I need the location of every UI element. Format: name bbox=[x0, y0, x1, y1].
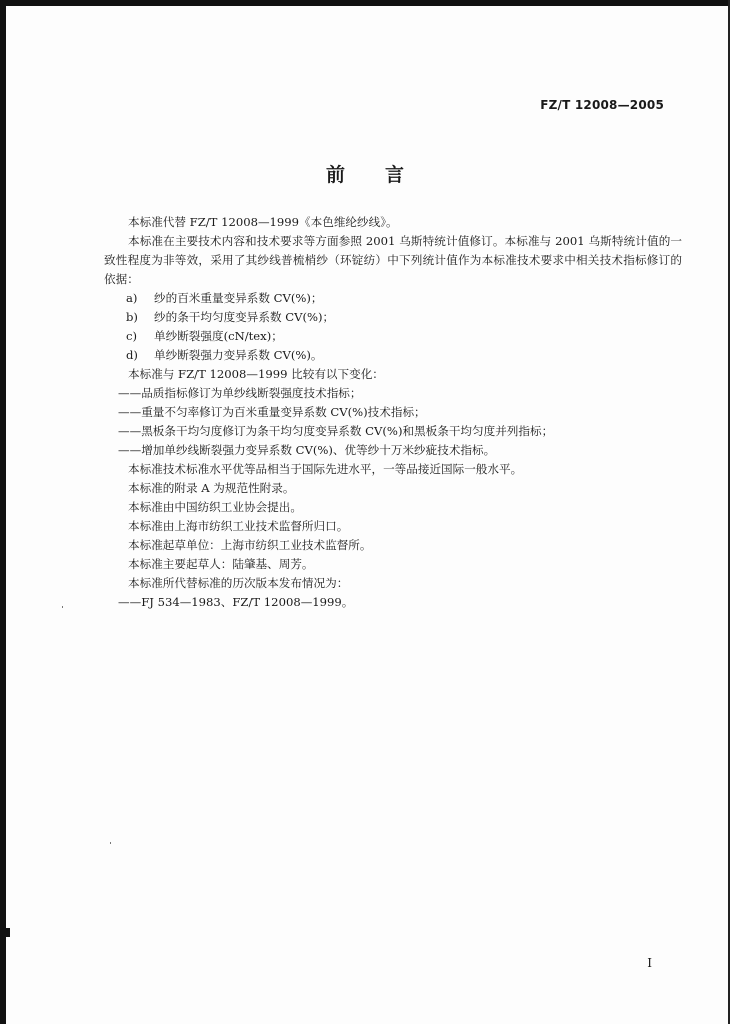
scan-speck bbox=[110, 842, 111, 844]
paragraph-reference: 本标准在主要技术内容和技术要求等方面参照 2001 乌斯特统计值修订。本标准与 2001 乌斯特统计值的一致性程度为非等效，采用了其纱线普梳梢纱（环锭纺）中下列统计值作为本标准技术要求中相关技术指标修订的依据： bbox=[104, 234, 682, 286]
paragraph-drafting-unit: 本标准起草单位：上海市纺织工业技术监督所。 bbox=[128, 538, 372, 552]
paragraph-replaces: 本标准代替 FZ/T 12008—1999《本色维纶纱线》。 bbox=[128, 215, 398, 229]
list-item-text: 纱的百米重量变异系数 CV(%)； bbox=[154, 291, 323, 305]
list-item bbox=[104, 308, 682, 327]
paragraph-level: 本标准技术标准水平优等品相当于国际先进水平，一等品接近国际一般水平。 bbox=[128, 462, 523, 476]
standard-code: FZ/T 12008—2005 bbox=[540, 98, 664, 112]
list-item bbox=[104, 289, 682, 308]
change-item: ——黑板条干均匀度修订为条干均匀度变异系数 CV(%)和黑板条干均匀度并列指标； bbox=[118, 424, 554, 438]
list-item-text: 纱的条干均匀度变异系数 CV(%)； bbox=[154, 310, 335, 324]
title-char-2: 言 bbox=[385, 164, 405, 186]
page-number: I bbox=[647, 956, 652, 970]
list-item-text: 单纱断裂强度(cN/tex)； bbox=[154, 329, 283, 343]
list-item-label: c) bbox=[126, 329, 138, 343]
paragraph-drafters: 本标准主要起草人：陆肇基、周芳。 bbox=[128, 557, 314, 571]
list-item-label: d) bbox=[126, 348, 138, 362]
page-title bbox=[0, 160, 730, 187]
scan-mark bbox=[4, 928, 10, 937]
paragraph-centralized-by: 本标准由上海市纺织工业技术监督所归口。 bbox=[128, 519, 349, 533]
scan-edge-left bbox=[0, 0, 6, 1024]
list-item-label: b) bbox=[126, 310, 138, 324]
change-item: ——重量不匀率修订为百米重量变异系数 CV(%)技术指标； bbox=[118, 405, 426, 419]
foreword-body bbox=[104, 213, 682, 612]
history-item: ——FJ 534—1983、FZ/T 12008—1999。 bbox=[118, 595, 354, 609]
list-item bbox=[104, 346, 682, 365]
scan-edge-top bbox=[0, 0, 730, 6]
change-item: ——增加单纱线断裂强力变异系数 CV(%)、优等纱十万米纱疵技术指标。 bbox=[118, 443, 496, 457]
paragraph-proposed-by: 本标准由中国纺织工业协会提出。 bbox=[128, 500, 302, 514]
list-item-text: 单纱断裂强力变异系数 CV(%)。 bbox=[154, 348, 323, 362]
list-item-label: a) bbox=[126, 291, 138, 305]
scan-speck bbox=[62, 606, 63, 608]
paragraph-history-intro: 本标准所代替标准的历次版本发布情况为： bbox=[128, 576, 349, 590]
list-item bbox=[104, 327, 682, 346]
title-char-1: 前 bbox=[325, 164, 345, 186]
paragraph-comparison: 本标准与 FZ/T 12008—1999 比较有以下变化： bbox=[128, 367, 384, 381]
paragraph-appendix: 本标准的附录 A 为规范性附录。 bbox=[128, 481, 295, 495]
change-item: ——品质指标修订为单纱线断裂强度技术指标； bbox=[118, 386, 362, 400]
